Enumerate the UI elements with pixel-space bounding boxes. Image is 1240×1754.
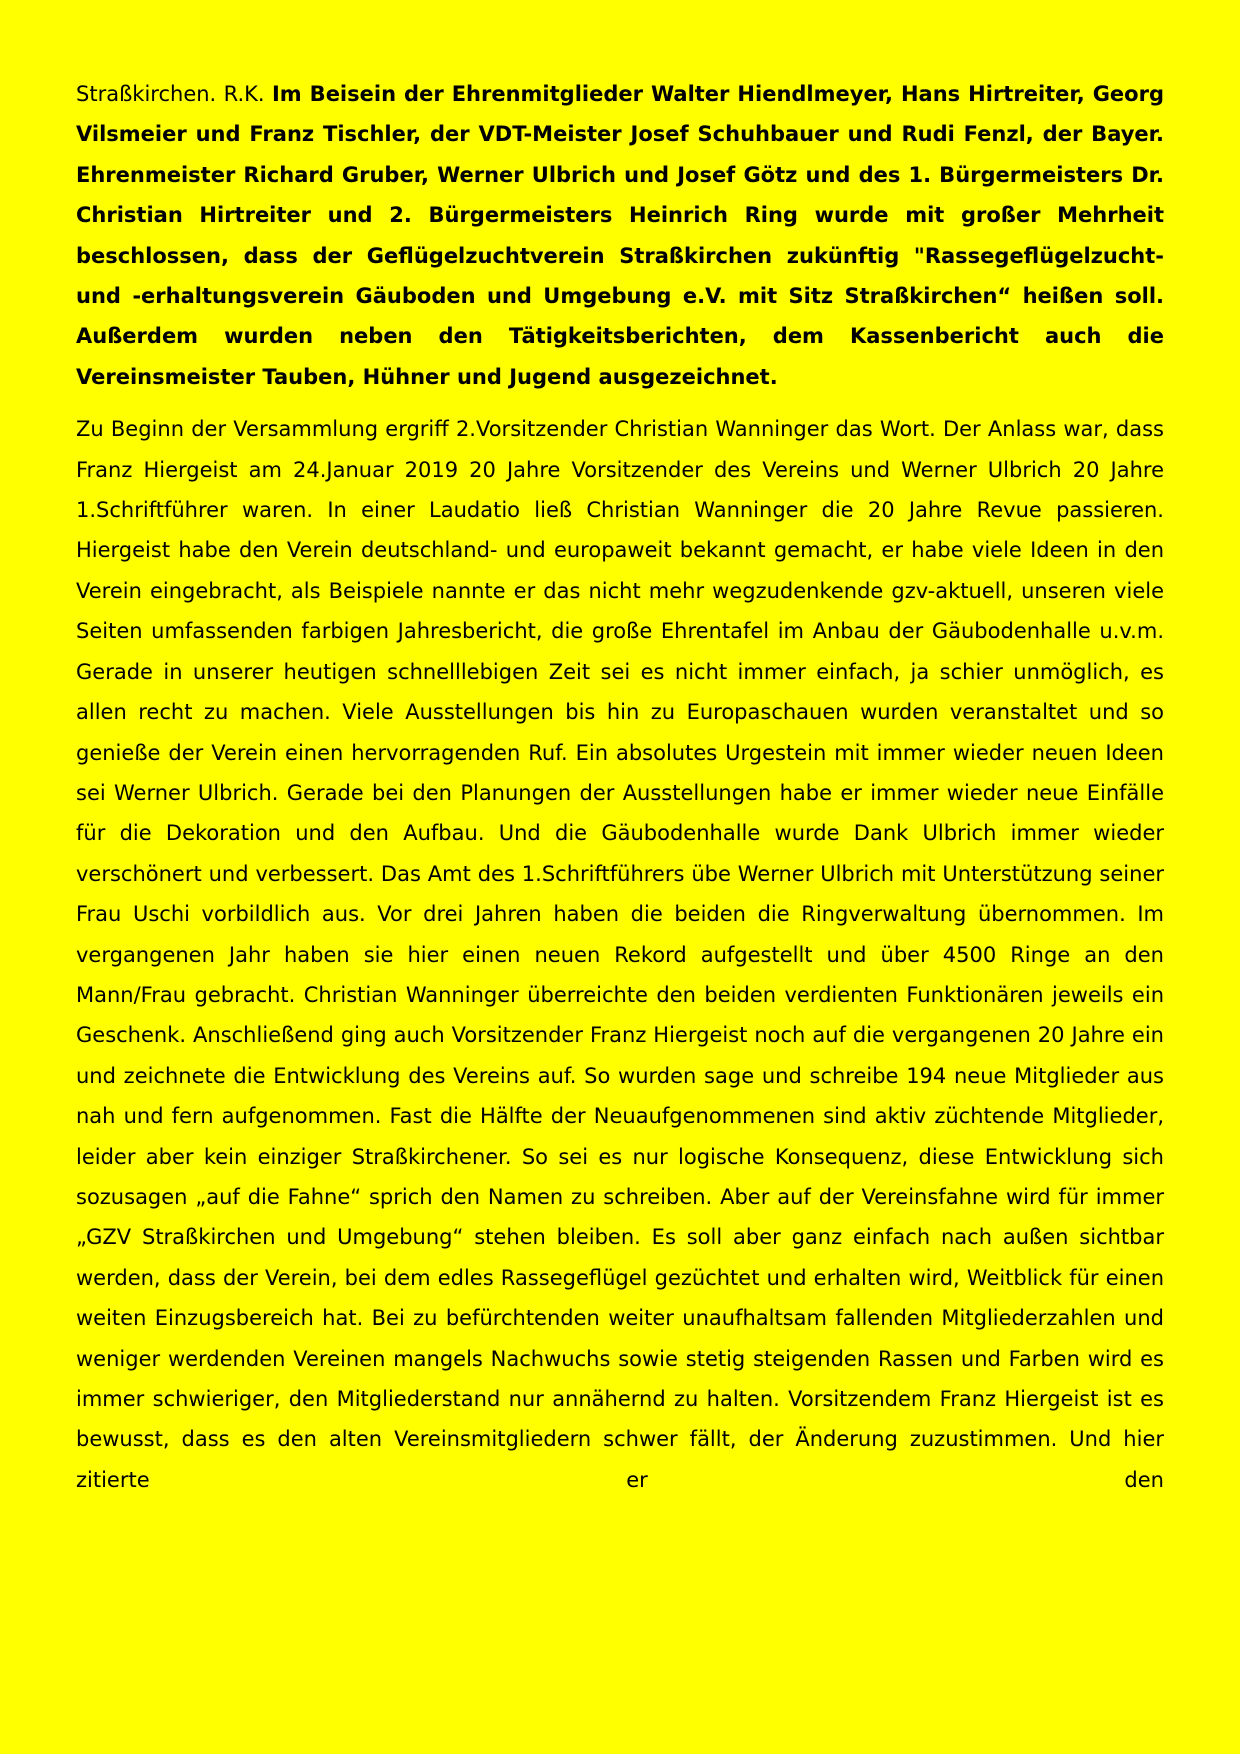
dateline: Straßkirchen. R.K. [76,82,265,106]
lead-bold-text: Im Beisein der Ehrenmitglieder Walter Hiendlmeyer, Hans Hirtreiter, Georg Vilsmeier und Franz Tischler, der VDT-Meister Josef Schuhbauer und Rudi Fenzl, der Bayer. Ehrenmeister Richard Gruber, Werner Ulbrich und Josef Götz und des 1. Bürgermeisters Dr. Christian Hirtreiter und 2. Bürgermeisters Heinrich Ring wurde mit großer Mehrheit beschlossen, dass der Geflügelzuchtverein Straßkirchen zukünftig "Rassegeflügelzucht- und -erhaltungsverein Gäuboden und Umgebung e.V. mit Sitz Straßkirchen“ heißen soll. Außerdem wurden neben den Tätigkeitsberichten, dem Kassenbericht auch die Vereinsmeister Tauben, Hühner und Jugend ausgezeichnet. [76,82,1164,389]
lead-paragraph [76,74,1164,397]
body-paragraph: Zu Beginn der Versammlung ergriff 2.Vorsitzender Christian Wanninger das Wort. Der Anlass war, dass Franz Hiergeist am 24.Januar 2019 20 Jahre Vorsitzender des Vereins und Werner Ulbrich 20 Jahre 1.Schriftführer waren. In einer Laudatio ließ Christian Wanninger die 20 Jahre Revue passieren. Hiergeist habe den Verein deutschland- und europaweit bekannt gemacht, er habe viele Ideen in den Verein eingebracht, als Beispiele nannte er das nicht mehr wegzudenkende gzv-aktuell, unseren viele Seiten umfassenden farbigen Jahresbericht, die große Ehrentafel im Anbau der Gäubodenhalle u.v.m. Gerade in unserer heutigen schnelllebigen Zeit sei es nicht immer einfach, ja schier unmöglich, es allen recht zu machen. Viele Ausstellungen bis hin zu Europaschauen wurden veranstaltet und so genieße der Verein einen hervorragenden Ruf. Ein absolutes Urgestein mit immer wieder neuen Ideen sei Werner Ulbrich. Gerade bei den Planungen der Ausstellungen habe er immer wieder neue Einfälle für die Dekoration und den Aufbau. Und die Gäubodenhalle wurde Dank Ulbrich immer wieder verschönert und verbessert. Das Amt des 1.Schriftführers übe Werner Ulbrich mit Unterstützung seiner Frau Uschi vorbildlich aus. Vor drei Jahren haben die beiden die Ringverwaltung übernommen. Im vergangenen Jahr haben sie hier einen neuen Rekord aufgestellt und über 4500 Ringe an den Mann/Frau gebracht. Christian Wanninger überreichte den beiden verdienten Funktionären jeweils ein Geschenk. Anschließend ging auch Vorsitzender Franz Hiergeist noch auf die vergangenen 20 Jahre ein und zeichnete die Entwicklung des Vereins auf. So wurden sage und schreibe 194 neue Mitglieder aus nah und fern aufgenommen. Fast die Hälfte der Neuaufgenommenen sind aktiv züchtende Mitglieder, leider aber kein einziger Straßkirchener. So sei es nur logische Konsequenz, diese Entwicklung sich sozusagen „auf die Fahne“ sprich den Namen zu schreiben. Aber auf der Vereinsfahne wird für immer „GZV Straßkirchen und Umgebung“ stehen bleiben. Es soll aber ganz einfach nach außen sichtbar werden, dass der Verein, bei dem edles Rassegeflügel gezüchtet und erhalten wird, Weitblick für einen weiten Einzugsbereich hat. Bei zu befürchtenden weiter unaufhaltsam fallenden Mitgliederzahlen und weniger werdenden Vereinen mangels Nachwuchs sowie stetig steigenden Rassen und Farben wird es immer schwieriger, den Mitgliederstand nur annähernd zu halten. Vorsitzendem Franz Hiergeist ist es bewusst, dass es den alten Vereinsmitgliedern schwer fällt, der Änderung zuzustimmen. Und hier zitierte er den [76,417,1164,1492]
